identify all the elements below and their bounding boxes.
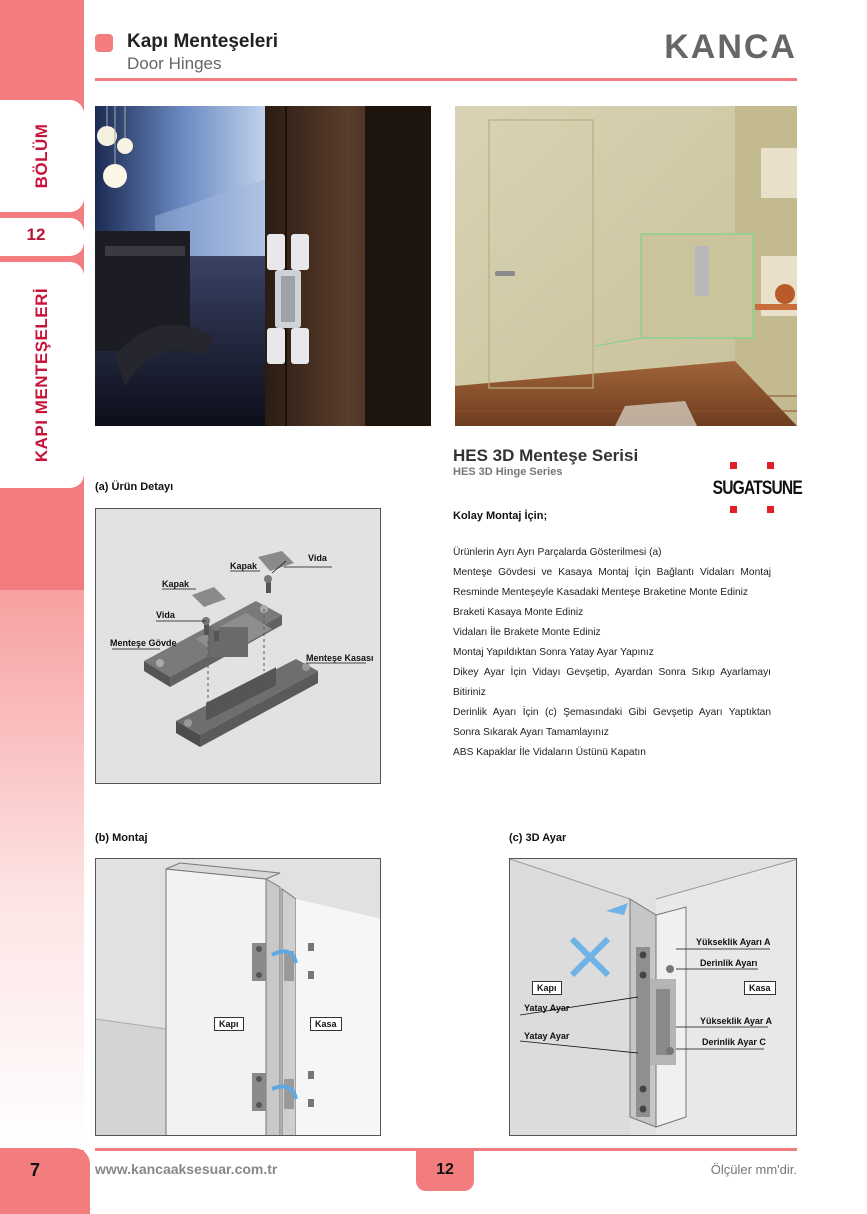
3d-adjustment-diagram xyxy=(509,858,797,1136)
series-subtitle: HES 3D Hinge Series xyxy=(453,466,563,478)
sugatsune-logo xyxy=(704,462,800,516)
diagram-a-label: (a) Ürün Detayı xyxy=(95,481,174,493)
instruction-line: Montaj Yapıldıktan Sonra Yatay Ayar Yapınız xyxy=(453,647,654,658)
page-subtitle: Door Hinges xyxy=(127,54,222,73)
series-title: HES 3D Menteşe Serisi xyxy=(453,446,639,465)
page-title: Kapı Menteşeleri xyxy=(127,31,278,52)
page-number-tab xyxy=(0,1148,90,1214)
brand-logo: KANCA xyxy=(664,28,797,66)
diagram-c-label: (c) 3D Ayar xyxy=(509,832,567,844)
instructions-heading: Kolay Montaj İçin; xyxy=(453,510,548,522)
door-label-c: Kapı xyxy=(532,981,562,995)
label-depth-top: Derinlik Ayarı xyxy=(700,958,758,968)
label-depth-c: Derinlik Ayar C xyxy=(702,1037,766,1047)
section-label: BÖLÜM xyxy=(32,123,51,189)
label-mentese-kasasi: Menteşe Kasası xyxy=(306,653,374,663)
label-horizontal-2: Yatay Ayar xyxy=(524,1031,570,1041)
instruction-line: Derinlik Ayarı İçin (c) Şemasındaki Gibi Gevşetip Ayarı Yaptıktan Sonra Sıkarak Ayarı Tamamlayınız xyxy=(453,707,771,738)
sugatsune-logo-text: SUGATSUNE xyxy=(712,478,802,499)
instruction-line: Vidaları İle Brakete Monte Ediniz xyxy=(453,627,601,638)
instructions-list xyxy=(453,543,771,763)
hinge-interior-photo xyxy=(95,106,431,426)
instruction-line: Menteşe Gövdesi ve Kasaya Montaj İçin Bağlantı Vidaları Montaj Resminde Menteşeyle Kasadaki Menteşe Braketine Monte Ediniz xyxy=(453,567,771,598)
label-vida-top: Vida xyxy=(308,553,327,563)
header-marker xyxy=(95,34,113,52)
chapter-number: 12 xyxy=(436,1161,454,1178)
label-kapak-left: Kapak xyxy=(162,579,190,589)
label-vida-left: Vida xyxy=(156,610,175,620)
label-height-a-bottom: Yükseklik Ayar A xyxy=(700,1016,773,1026)
sidebar-fade xyxy=(0,590,84,1150)
instruction-line: Braketi Kasaya Monte Ediniz xyxy=(453,607,584,618)
instruction-line: Ürünlerin Ayrı Ayrı Parçalarda Gösterilmesi (a) xyxy=(453,547,662,558)
units-note: Ölçüler mm'dir. xyxy=(710,1162,797,1177)
instruction-line: ABS Kapaklar İle Vidaların Üstünü Kapatın xyxy=(453,747,646,758)
product-detail-diagram xyxy=(95,508,381,784)
section-number: 12 xyxy=(26,225,46,244)
category-label: KAPI MENTEŞELERİ xyxy=(32,287,51,463)
website-link[interactable]: www.kancaaksesuar.com.tr xyxy=(95,1161,278,1177)
frame-label-c: Kasa xyxy=(744,981,776,995)
instruction-line: Dikey Ayar İçin Vidayı Gevşetip, Ayardan Sonra Sıkıp Ayarlamayı Bitiriniz xyxy=(453,667,771,698)
header-divider xyxy=(95,78,797,81)
frame-label: Kasa xyxy=(310,1017,342,1031)
label-kapak-top: Kapak xyxy=(230,561,258,571)
diagram-b-label: (b) Montaj xyxy=(95,832,148,844)
label-mentese-govde: Menteşe Gövde xyxy=(110,638,177,648)
label-height-a-top: Yükseklik Ayarı A xyxy=(696,937,771,947)
hidden-door-room-photo xyxy=(455,106,797,426)
door-label: Kapı xyxy=(214,1017,244,1031)
page-number: 7 xyxy=(30,1160,41,1180)
label-horizontal-1: Yatay Ayar xyxy=(524,1003,570,1013)
mounting-diagram xyxy=(95,858,381,1136)
